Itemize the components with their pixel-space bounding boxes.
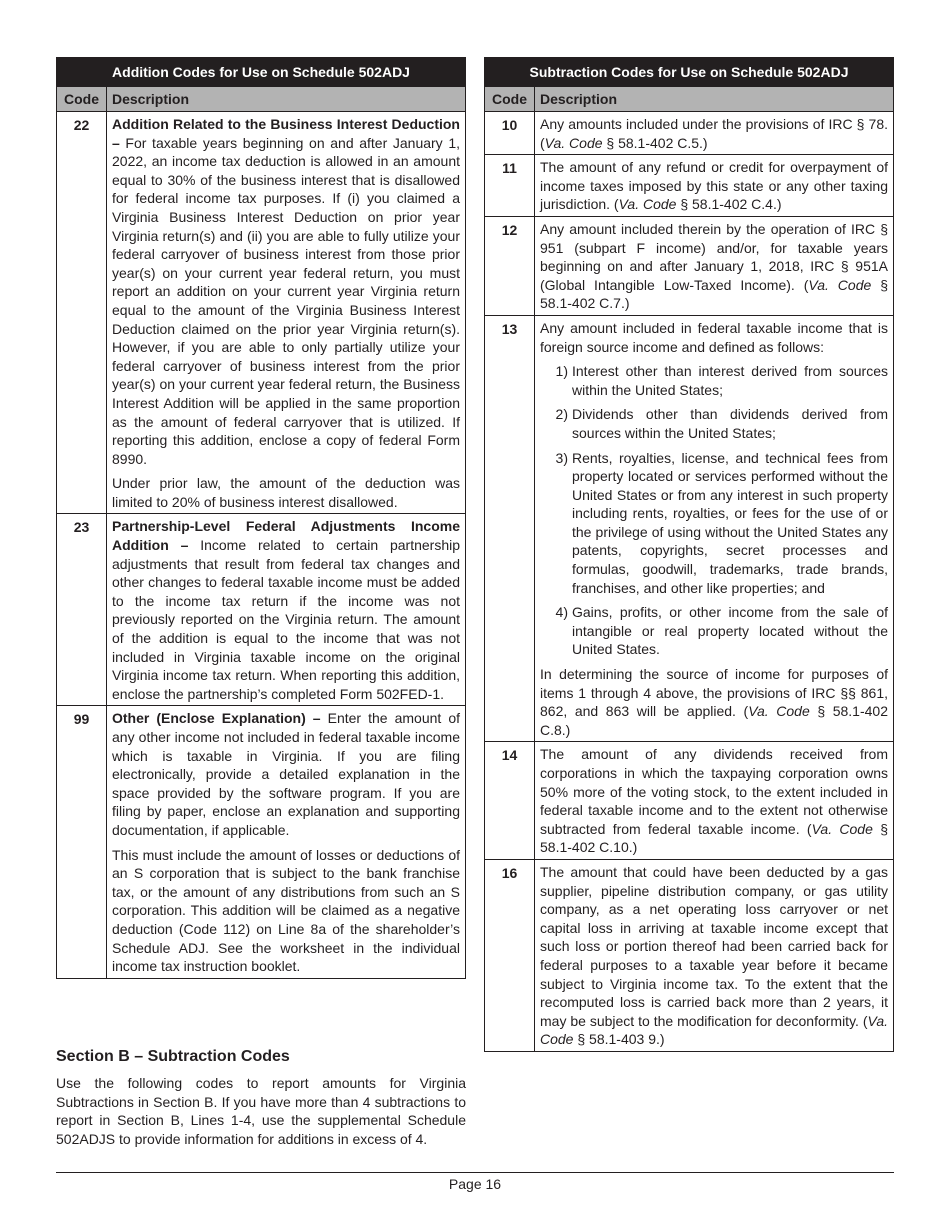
row-description bbox=[535, 216, 894, 315]
section-b-heading: Section B – Subtraction Codes bbox=[56, 1048, 290, 1065]
row-text: The amount of any refund or credit for overpayment of income taxes imposed by this state or any other taxing jurisdiction. ( bbox=[540, 159, 888, 213]
table-row bbox=[57, 706, 466, 978]
citation-section: § 58.1-402 C.4.) bbox=[676, 196, 782, 213]
va-code-citation: Va. Code bbox=[811, 820, 873, 837]
description-column-header: Description bbox=[535, 87, 894, 112]
list-text: Dividends other than dividends derived from sources within the United States; bbox=[572, 406, 888, 441]
list-number: 4) bbox=[555, 604, 568, 621]
row-code: 14 bbox=[485, 742, 535, 860]
row-text: The amount that could have been deducted by a gas supplier, pipeline distribution company, or gas utility company, as a net operating loss carryover or net capital loss in arriving at taxable income except that such loss or portion thereof had been carried back for federal purposes to a taxable year before it became subject to Virginia income tax. To the extent that the recomputed loss is carried back more than 2 years, it may be subject to the modification for deconformity. ( bbox=[540, 863, 888, 1029]
va-code-citation: Va. Code bbox=[544, 134, 603, 151]
row-description bbox=[107, 706, 466, 978]
row-text: Any amounts included under the provisions of IRC § 78. ( bbox=[540, 116, 888, 151]
list-item bbox=[540, 362, 888, 399]
row-code: 22 bbox=[57, 112, 107, 514]
citation-section: § 58.1-402 C.5.) bbox=[602, 134, 708, 151]
subtraction-codes-table-container bbox=[484, 57, 894, 1052]
row-description bbox=[535, 112, 894, 155]
row-description bbox=[535, 155, 894, 217]
list-number: 3) bbox=[555, 449, 568, 466]
row-extra-text: This must include the amount of losses or deductions of an S corporation that is subject to the bank franchise tax, or the amount of any distributions from such an S corporation. This addition will be claimed as a negative deduction (Code 112) on Line 8a of the shareholder’s Schedule ADJ. See the worksheet in the individual income tax instruction booklet. bbox=[112, 846, 460, 975]
row-description bbox=[535, 859, 894, 1051]
row-text: Any amount included therein by the operation of IRC § 951 (subpart F income) and/or, for taxable years beginning on and after January 1, 2018, IRC § 951A (Global Intangible Low-Taxed Income). ( bbox=[540, 220, 888, 293]
list-item bbox=[540, 603, 888, 659]
table-row bbox=[485, 155, 894, 217]
row-heading: Partnership-Level Federal Adjustments Income Addition – bbox=[112, 518, 460, 554]
row-description bbox=[107, 112, 466, 514]
section-b-text: Use the following codes to report amounts for Virginia Subtractions in Section B. If you have more than 4 subtractions to report in Section B, Lines 1-4, use the supplemental Schedule 502ADJS to provide information for additions in excess of 4. bbox=[56, 1075, 466, 1147]
row-code: 99 bbox=[57, 706, 107, 978]
list-text: Rents, royalties, license, and technical fees from property located or services performed without the United States or from any interest in such property including rents, royalties, or fees for the use of or the privilege of using without the United States any patents, copyrights, secret processes and formulas, goodwill, trademarks, trade brands, franchises, and other like properties; and bbox=[572, 449, 888, 596]
row-description bbox=[107, 514, 466, 706]
code-column-header: Code bbox=[57, 87, 107, 112]
table-row bbox=[485, 315, 894, 741]
row-extra-text: Under prior law, the amount of the deduction was limited to 20% of business interest disallowed. bbox=[112, 475, 460, 510]
row-text: Income related to certain partnership adjustments that result from federal tax changes and other changes to federal taxable income must be added to the income tax return if the income was not previously reported on the Virginia return. The amount of the addition is equal to the income that was not included in Virginia taxable income on the original Virginia income tax return. When reporting this addition, enclose the partnership’s completed Form 502FED-1. bbox=[112, 537, 461, 702]
citation-section: § 58.1-402 C.8.) bbox=[540, 703, 888, 738]
description-column-header: Description bbox=[107, 87, 466, 112]
row-text: For taxable years beginning on and after January 1, 2022, an income tax deduction is allowed in an amount equal to 30% of the business interest that is disallowed for federal income tax purposes. If (i) you claimed a Virginia Business Interest Deduction on prior year Virginia return(s) and (ii) you are able to fully utilize your federal carryover of business interest from those prior year(s) on your current year federal return, you must report an addition on your current year Virginia return equal to the amount of the Virginia Business Interest Deduction claimed on the prior year Virginia return(s). However, if you are able to only partially utilize your federal carryover of business interest from the prior year(s) on your current year federal return, the Business Interest Addition will be applied in the same proportion as the amount of federal carryover that is utilized. If reporting this addition, enclose a copy of federal Form 8990. bbox=[112, 134, 460, 467]
addition-codes-table-container bbox=[56, 57, 466, 979]
row-code: 13 bbox=[485, 315, 535, 741]
row-text: Enter the amount of any other income not included in federal taxable income which is taxable in Virginia. If you are filing electronically, provide a detailed explanation in the space provided by the software program. If you are filing by paper, enclose an explanation and supporting documentation, if applicable. bbox=[112, 710, 460, 838]
code-column-header: Code bbox=[485, 87, 535, 112]
table-row bbox=[485, 216, 894, 315]
row-code: 23 bbox=[57, 514, 107, 706]
table-row bbox=[485, 742, 894, 860]
row-code: 16 bbox=[485, 859, 535, 1051]
table-row bbox=[485, 859, 894, 1051]
row-code: 10 bbox=[485, 112, 535, 155]
table-row bbox=[485, 112, 894, 155]
foreign-income-list bbox=[540, 362, 888, 659]
list-number: 2) bbox=[555, 406, 568, 423]
subtraction-table-title: Subtraction Codes for Use on Schedule 502ADJ bbox=[485, 58, 894, 87]
row-intro: Any amount included in federal taxable income that is foreign source income and defined as follows: bbox=[540, 319, 888, 355]
va-code-citation: Va. Code bbox=[808, 276, 872, 293]
row-code: 12 bbox=[485, 216, 535, 315]
list-item bbox=[540, 449, 888, 598]
list-number: 1) bbox=[555, 363, 568, 380]
list-text: Gains, profits, or other income from the sale of intangible or real property located without the United States. bbox=[572, 604, 888, 658]
row-text: The amount of any dividends received from corporations in which the taxpaying corporation owns 50% more of the voting stock, to the extent included in federal taxable income and to the extent not otherwise subtracted from federal taxable income. ( bbox=[540, 746, 888, 837]
list-item bbox=[540, 405, 888, 442]
page-number: Page 16 bbox=[448, 1176, 502, 1192]
addition-codes-table bbox=[56, 57, 466, 979]
row-heading: Addition Related to the Business Interest Deduction – bbox=[112, 116, 460, 151]
va-code-citation: Va. Code bbox=[540, 1012, 888, 1048]
citation-section: § 58.1-403 9.) bbox=[573, 1031, 665, 1048]
row-description bbox=[535, 742, 894, 860]
citation-section: § 58.1-402 C.10.) bbox=[540, 820, 888, 856]
row-code: 11 bbox=[485, 155, 535, 217]
addition-table-title: Addition Codes for Use on Schedule 502ADJ bbox=[57, 58, 466, 87]
footer-divider bbox=[56, 1172, 894, 1173]
table-row bbox=[57, 112, 466, 514]
table-row bbox=[57, 514, 466, 706]
row-closing: In determining the source of income for purposes of items 1 through 4 above, the provisions of IRC §§ 861, 862, and 863 will be applied. ( bbox=[540, 666, 888, 720]
va-code-citation: Va. Code bbox=[618, 196, 677, 213]
list-text: Interest other than interest derived from sources within the United States; bbox=[572, 363, 888, 398]
subtraction-codes-table bbox=[484, 57, 894, 1052]
row-description bbox=[535, 315, 894, 741]
row-heading: Other (Enclose Explanation) – bbox=[112, 710, 321, 727]
va-code-citation: Va. Code bbox=[748, 703, 810, 720]
citation-section: § 58.1-402 C.7.) bbox=[540, 276, 888, 312]
